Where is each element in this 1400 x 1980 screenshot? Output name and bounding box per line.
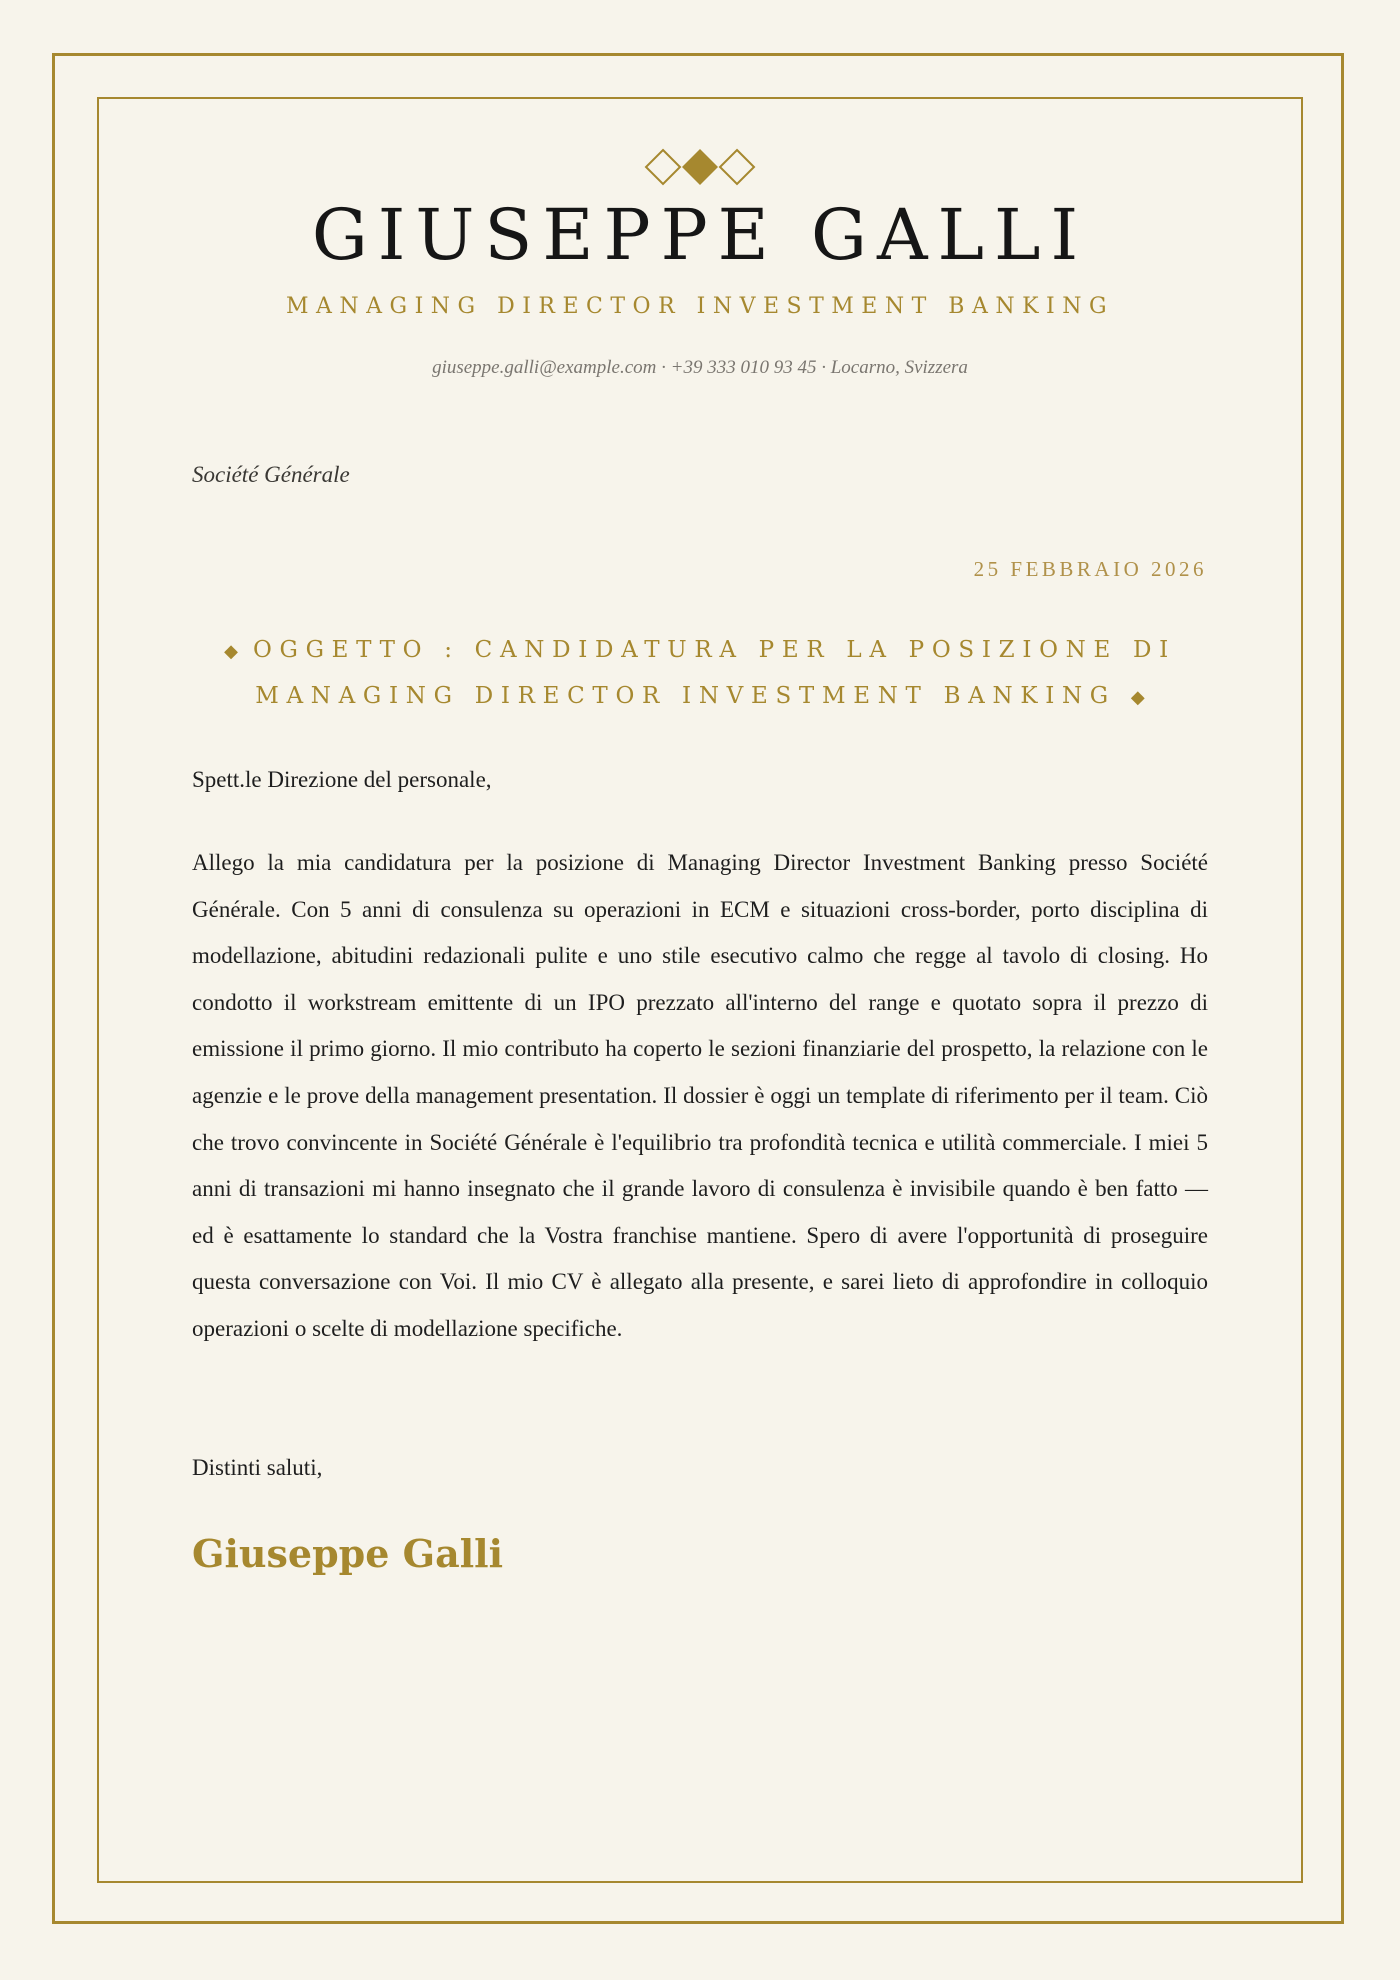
contact-info: giuseppe.galli@example.com · +39 333 010 93 45 · Locarno, Svizzera xyxy=(432,357,968,378)
applicant-name-heading: GIUSEPPE GALLI xyxy=(311,194,1089,276)
diamond-bullet-icon: ◆ xyxy=(224,641,238,662)
signature: Giuseppe Galli xyxy=(192,1531,504,1576)
subject-text: OGGETTO : CANDIDATURA PER LA POSIZIONE DI MANAGING DIRECTOR INVESTMENT BANKING xyxy=(252,637,1176,709)
letter-body: Allego la mia candidatura per la posizione di Managing Director Investment Banking presso Société Générale. Con 5 anni di consulenza su operazioni in ECM e situazioni cross-border, porto disciplina di modellazione, abitudini redazionali pulite e uno stile esecutivo calmo che regge al tavolo di closing. Ho condotto il workstream emittente di un IPO prezzato all'interno del range e quotato sopra il prezzo di emissione il primo giorno. Il mio contributo ha coperto le sezioni finanziarie del prospetto, la relazione con le agenzie e le prove della management presentation. Il dossier è oggi un template di riferimento per il team. Ciò che trovo convincente in Société Générale è l'equilibrio tra profondità tecnica e utilità commerciale. I miei 5 anni di transazioni mi hanno insegnato che il grande lavoro di consulenza è invisibile quando è ben fatto — ed è esattamente lo standard che la Vostra franchise mantiene. Spero di avere l'opportunità di proseguire questa conversazione con Voi. Il mio CV è allegato alla presente, e sarei lieto di approfondire in colloquio operazioni o scelte di modellazione specifiche. xyxy=(192,850,1208,1341)
closing-phrase: Distinti saluti, xyxy=(192,1455,323,1480)
diamond-ornament-icon xyxy=(644,148,756,186)
diamond-bullet-icon: ◆ xyxy=(1130,687,1145,708)
subject-line xyxy=(192,628,1208,720)
recipient-company: Société Générale xyxy=(192,462,350,487)
applicant-title: MANAGING DIRECTOR INVESTMENT BANKING xyxy=(285,294,1115,319)
letter-date: 25 FEBBRAIO 2026 xyxy=(973,557,1207,581)
salutation: Spett.le Direzione del personale, xyxy=(192,767,492,792)
